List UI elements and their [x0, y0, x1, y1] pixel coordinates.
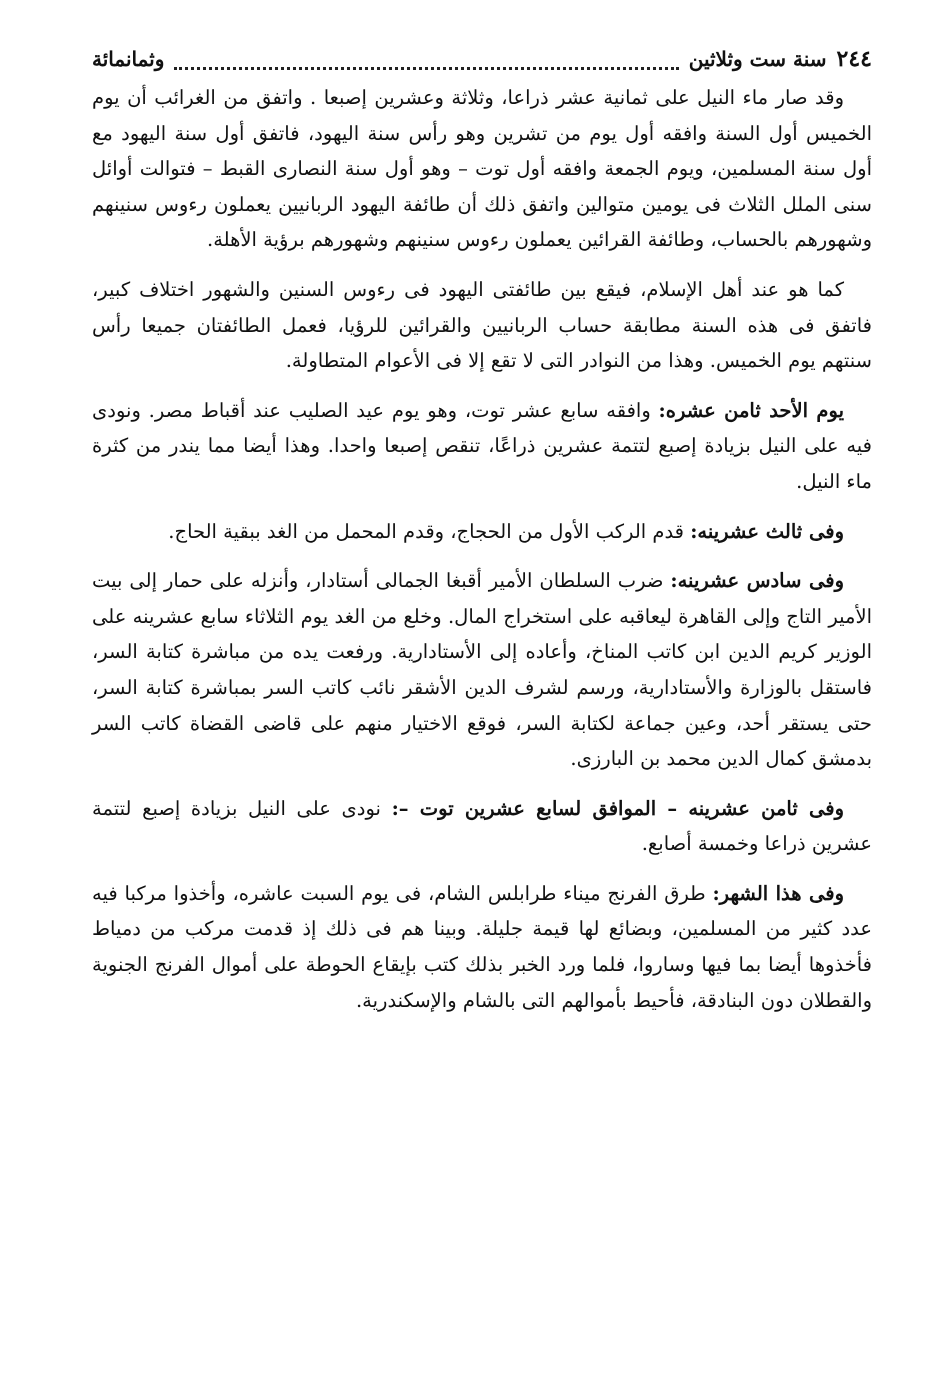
- header-dot-leader: [174, 51, 678, 70]
- paragraph-lead: وفى ثامن عشرينه – الموافق لسابع عشرين توت –:: [391, 796, 844, 820]
- paragraph-lead: وفى ثالث عشرينه:: [690, 519, 844, 543]
- running-header: [92, 40, 872, 80]
- paragraph-3: [92, 393, 872, 500]
- paragraph-lead: وفى هذا الشهر:: [712, 881, 844, 905]
- paragraph-5: [92, 563, 872, 777]
- paragraph-text: وافقه سابع عشر توت، وهو يوم عيد الصليب عند أقباط مصر. ونودى فيه على النيل بزيادة إصبع لتتمة عشرين ذراعًا، تنقص إصبعا واحدا. وهذا أيضا مما يندر من كثرة ماء النيل.: [92, 398, 872, 493]
- header-title: سنة ست وثلاثين: [688, 47, 827, 71]
- paragraph-text: كما هو عند أهل الإسلام، فيقع بين طائفتى اليهود فى رءوس السنين والشهور اختلاف كبير، فاتفق فى هذه السنة مطابقة حساب الربانيين والقرائين للرؤيا، فعمل الطائفتان جميعا رأس سنتهم يوم الخميس. وهذا من النوادر التى لا تقع إلا فى الأعوام المتطاولة.: [92, 277, 872, 373]
- book-page: [92, 40, 872, 1032]
- paragraph-text: قدم الركب الأول من الحجاج، وقدم المحمل من الغد ببقية الحاج.: [168, 519, 691, 543]
- paragraph-text: طرق الفرنج ميناء طرابلس الشام، فى يوم السبت عاشره، وأخذوا مركبا فيه عدد كثير من المسلمين، وبضائع لها قيمة جليلة. وبينا هم فى ذلك إذ قدمت مركب من دمياط فأخذوها أيضا بما فيها وساروا، فلما ورد الخبر بذلك كتب بإيقاع الحوطة على أموال الفرنج الجنوية والقطلان دون البنادقة، فأحيط بأموالهم التى بالشام والإسكندرية.: [92, 881, 872, 1012]
- paragraph-2: [92, 272, 872, 379]
- page-number: ٢٤٤: [836, 46, 872, 72]
- paragraph-4: [92, 514, 872, 550]
- paragraph-7: [92, 876, 872, 1018]
- header-title-tail: وثمانمائة: [92, 47, 165, 71]
- paragraph-text: ضرب السلطان الأمير أقبغا الجمالى أستادار، وأنزله على حمار إلى بيت الأمير التاج وإلى القاهرة ليعاقبه على استخراج المال. وخلع من الغد يوم الثلاثاء سابع عشرينه على الوزير كريم الدين ابن كاتب المناخ، وأعاده إلى الأستادارية. ورفعت يده من مباشرة كتابة السر، فاستقل بالوزارة والأستادارية، ورسم لشرف الدين الأشقر نائب كاتب السر بمباشرة كتابة السر، حتى يستقر أحد، وعين جماعة لكتابة السر، فوقع الاختيار منهم على قاضى القضاة كاتب السر بدمشق كمال الدين محمد بن البارزى.: [92, 569, 872, 771]
- paragraph-text: نودى على النيل بزيادة إصبع لتتمة عشرين ذراعا وخمسة أصابع.: [92, 796, 872, 856]
- paragraph-text: وقد صار ماء النيل على ثمانية عشر ذراعا، وثلاثة وعشرين إصبعا . واتفق من الغرائب أن يوم الخميس أول السنة وافقه أول يوم من تشرين وهو رأس سنة اليهود، فاتفق أول سنة اليهود مع أول سنة المسلمين، ويوم الجمعة وافقه أول توت – وهو أول سنة النصارى القبط – فتوالت أوائل سنى الملل الثلاث فى يومين متوالين واتفق ذلك أن طائفة اليهود الربانيين يعملون رءوس سنينهم وشهورهم بالحساب، وطائفة القرائين يعملون رءوس سنينهم وشهورهم برؤية الأهلة.: [92, 86, 872, 252]
- paragraph-1: [92, 80, 872, 258]
- paragraph-lead: وفى سادس عشرينه:: [670, 569, 844, 593]
- paragraph-6: [92, 791, 872, 862]
- paragraph-lead: يوم الأحد ثامن عشره:: [658, 398, 844, 422]
